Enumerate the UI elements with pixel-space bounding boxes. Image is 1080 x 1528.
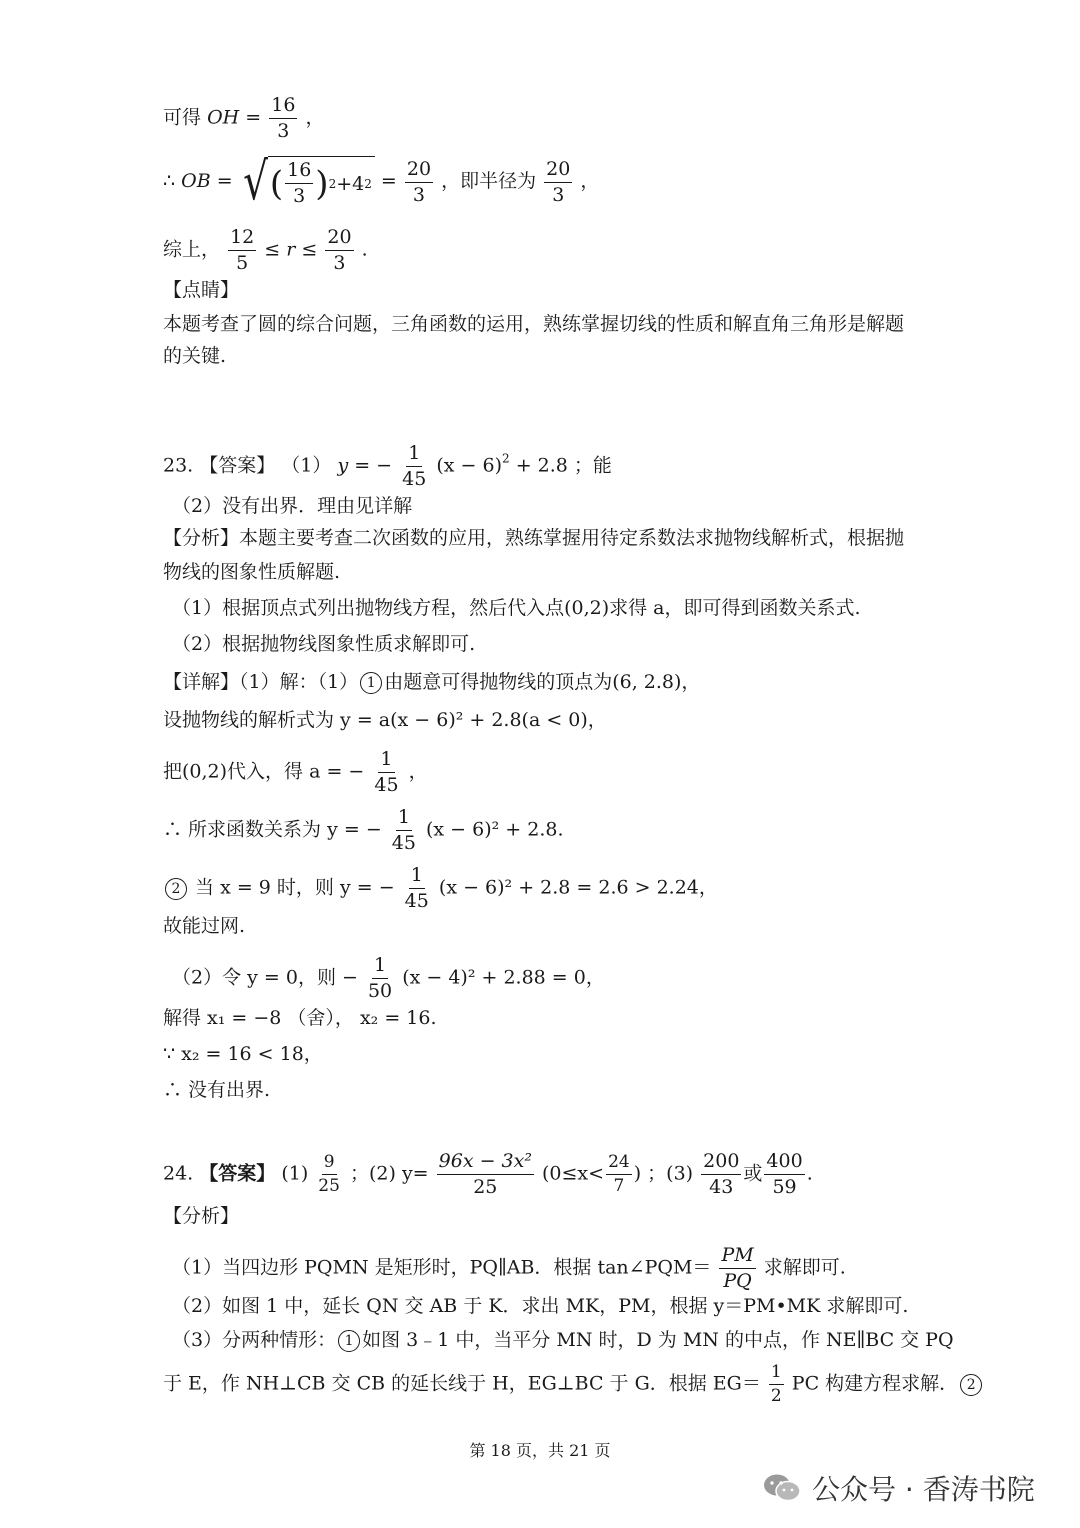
fraction: $\frac{20}{3}$ — [546, 157, 571, 206]
circled-number: 1 — [360, 672, 382, 694]
analysis-step: （2）根据抛物线图象性质求解即可. — [172, 633, 476, 655]
fraction: $\frac{1}{45}$ — [404, 864, 429, 912]
fraction: $\frac{12}{5}$ — [230, 226, 255, 274]
analysis-line: 【分析】本题主要考查二次函数的应用，熟练掌握用待定系数法求抛物线解析式，根据抛 — [163, 527, 905, 549]
detail-line: ∵ x₂ = 16 < 18， — [163, 1043, 323, 1065]
wechat-icon — [762, 1472, 802, 1504]
fraction: $\frac{16}{3}$ — [271, 94, 296, 142]
detail-line: 设抛物线的解析式为 y = a(x − 6)² + 2.8(a < 0)， — [163, 709, 607, 731]
analysis-heading: 【分析】 — [163, 1205, 240, 1227]
fraction: $\frac{\text{96x − 3x²}}{25}$ — [438, 1150, 532, 1198]
fraction: $\frac{1}{45}$ — [391, 806, 416, 854]
square-root: √ ( $\frac{16}{3}$ ) 2 +4 2 — [239, 156, 375, 208]
detail-line: 【详解】（1）解：（1） 1 由题意可得抛物线的顶点为(6, 2.8)， — [163, 671, 701, 693]
fraction: $\frac{PM}{PQ}$ — [721, 1244, 754, 1292]
p22-line-summary: 综上， $\frac{12}{5}$ ≤ r ≤ $\frac{20}{3}$ . — [163, 226, 368, 274]
detail-line: 故能过网. — [163, 915, 246, 937]
fraction: $\frac{400}{59}$ — [766, 1150, 803, 1198]
detail-line: （2）令 y = 0，则 − $\frac{1}{50}$ (x − 4)² + 2.88 = 0， — [172, 954, 605, 1002]
analysis-step: 于 E，作 NH⊥CB 交 CB 的延长线于 H，EG⊥BC 于 G．根据 EG＝ $\frac{1}{2}$ PC 构建方程求解． 2 — [163, 1364, 984, 1405]
detail-line: ∴ 没有出界. — [163, 1079, 271, 1101]
p23-answer-2: （2）没有出界．理由见详解 — [172, 495, 413, 517]
p22-line-ob: ∴ OB = √ ( $\frac{16}{3}$ ) 2 +4 2 = $\frac{20}{3}$ ，即半径为 $\frac{20}{3}$ ， — [163, 152, 600, 212]
detail-line: 2 当 x = 9 时，则 y = − $\frac{1}{45}$ (x − 6)² + 2.8 = 2.6 > 2.24， — [163, 866, 718, 911]
detail-line: 把(0,2)代入，得 a = − $\frac{1}{45}$ ， — [163, 748, 428, 796]
fraction: $\frac{20}{3}$ — [406, 157, 432, 206]
circled-number: 2 — [960, 1374, 982, 1396]
analysis-step: （1）当四边形 PQMN 是矩形时，PQ∥AB．根据 tan∠PQM＝ $\frac{PM}{PQ}$ 求解即可. — [172, 1244, 846, 1292]
analysis-step: （2）如图 1 中，延长 QN 交 AB 于 K．求出 MK，PM，根据 y＝PM•MK 求解即可. — [172, 1295, 909, 1317]
comment-line: 的关键. — [163, 345, 227, 367]
analysis-step: （1）根据顶点式列出抛物线方程，然后代入点(0,2)求得 a，即可得到函数关系式. — [172, 597, 861, 619]
fraction: $\frac{1}{50}$ — [367, 954, 393, 1002]
dianjing-heading: 【点睛】 — [163, 279, 240, 301]
fraction: $\frac{200}{43}$ — [703, 1150, 740, 1198]
comment-line: 本题考查了圆的综合问题，三角函数的运用，熟练掌握切线的性质和解直角三角形是解题 — [163, 313, 905, 335]
page-number: 第 18 页，共 21 页 — [469, 1441, 611, 1460]
fraction: $\frac{20}{3}$ — [327, 226, 352, 274]
fraction: $\frac{1}{45}$ — [374, 748, 399, 796]
fraction: $\frac{1}{2}$ — [770, 1362, 782, 1406]
watermark-text: 公众号 · 香涛书院 — [812, 1473, 1035, 1506]
fraction: $\frac{1}{45}$ — [402, 442, 427, 490]
watermark — [762, 1468, 1035, 1508]
analysis-step: （3）分两种情形： 1 如图 3﹣1 中，当平分 MN 时，D 为 MN 的中点，作 NE∥BC 交 PQ — [172, 1329, 954, 1351]
p22-line-oh: 可得 OH = $\frac{16}{3}$ ， — [163, 94, 325, 142]
analysis-line: 物线的图象性质解题. — [163, 561, 341, 583]
detail-line: 解得 x₁ = −8 （舍）， x₂ = 16. — [163, 1007, 437, 1029]
circled-number: 1 — [338, 1330, 360, 1352]
p23-answer-line: 23. 【答案】 （1） y = − $\frac{1}{45}$ $(x - 6)^2 + 2.8$ ；能 — [163, 442, 612, 490]
p24-answer-line: 24. 【答案】 (1) $\frac{9}{25}$ ；(2) y= $\frac{\text{96x − 3x²}}{25}$ (0≤x< $\frac{24}{7}$ ) ；(3) $\frac{200}{43}$ 或 $\frac{400}{59}$ . — [163, 1150, 813, 1198]
fraction: $\frac{24}{7}$ — [608, 1152, 630, 1196]
circled-number: 2 — [165, 878, 187, 900]
fraction: $\frac{9}{25}$ — [318, 1152, 340, 1196]
detail-line: ∴ 所求函数关系为 y = − $\frac{1}{45}$ (x − 6)² + 2.8. — [163, 806, 564, 854]
